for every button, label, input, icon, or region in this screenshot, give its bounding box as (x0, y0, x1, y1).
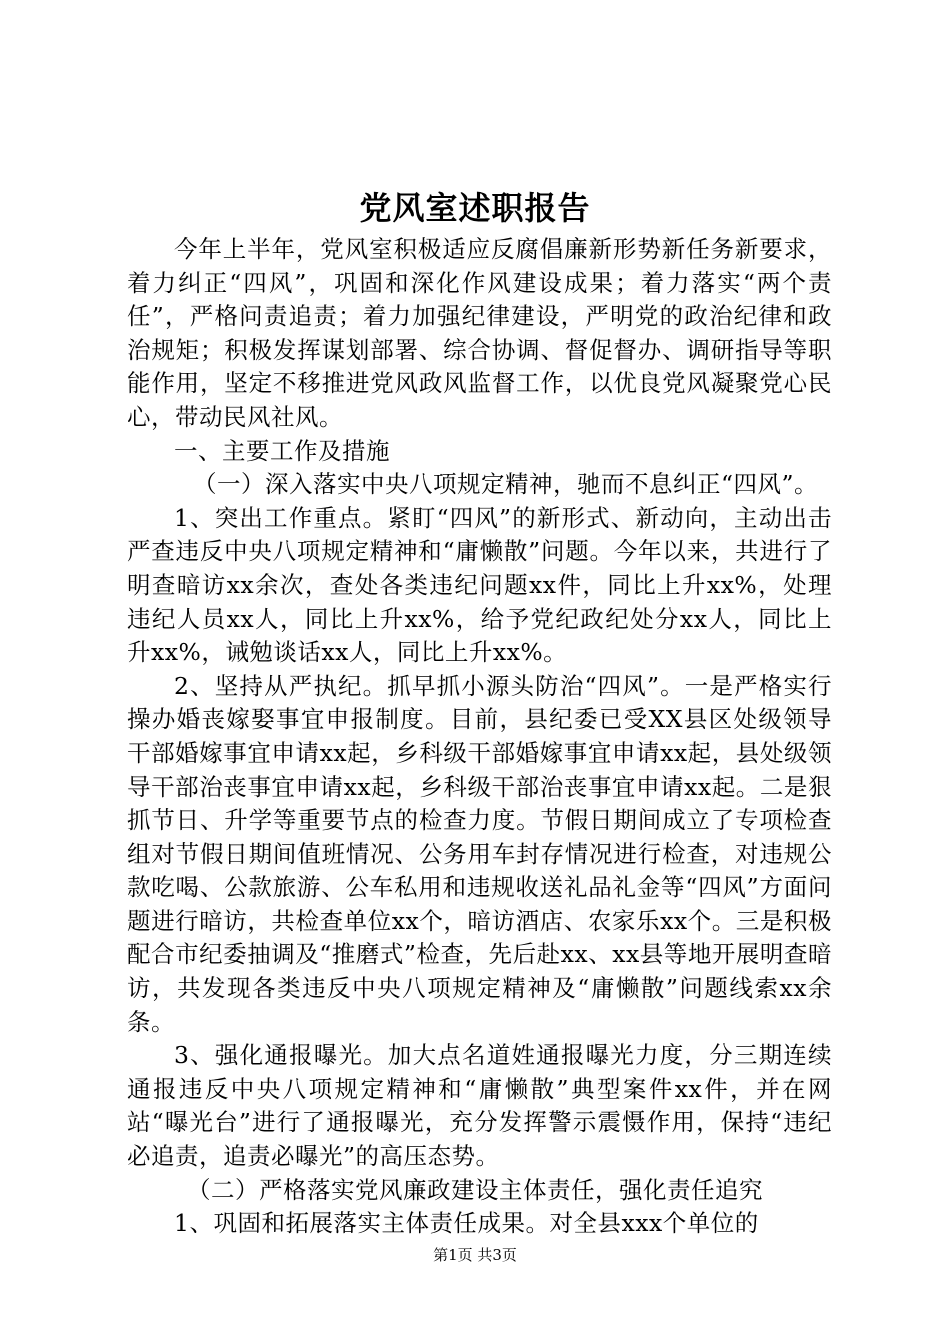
subsection-heading-1: （一）深入落实中央八项规定精神，驰而不息纠正“四风”。 (193, 470, 819, 499)
document-body (127, 233, 832, 1241)
page-number-footer: 第1页 共3页 (433, 1246, 517, 1264)
document-title: 党风室述职报告 (359, 189, 591, 227)
intro-paragraph: 今年上半年，党风室积极适应反腐倡廉新形势新任务新要求，着力纠正“四风”，巩固和深化作风建设成果；着力落实“两个责任”，严格问责追责；着力加强纪律建设，严明党的政治纪律和政治规矩；积极发挥谋划部署、综合协调、督促督办、调研指导等职能作用，坚定不移推进党风政风监督工作，以优良党风凝聚党心民心，带动民风社风。 (127, 235, 832, 431)
subsection-heading-2: （二）严格落实党风廉政建设主体责任，强化责任追究 (187, 1175, 763, 1204)
paragraph-item-4: 1、巩固和拓展落实主体责任成果。对全县xxx个单位的 (174, 1209, 759, 1238)
paragraph-item-1: 1、突出工作重点。紧盯“四风”的新形式、新动向，主动出击严查违反中央八项规定精神和“庸懒散”问题。今年以来，共进行了明查暗访xx余次，查处各类违纪问题xx件，同比上升xx%，处理违纪人员xx人，同比上升xx%，给予党纪政纪处分xx人，同比上升xx%，诫勉谈话xx人，同比上升xx%。 (127, 503, 832, 667)
paragraph-item-2: 2、坚持从严执纪。抓早抓小源头防治“四风”。一是严格实行操办婚丧嫁娶事宜申报制度。目前，县纪委已受XX县区处级领导干部婚嫁事宜申请xx起，乡科级干部婚嫁事宜申请xx起，县处级领导干部治丧事宜申请xx起，乡科级干部治丧事宜申请xx起。二是狠抓节日、升学等重要节点的检查力度。节假日期间成立了专项检查组对节假日期间值班情况、公务用车封存情况进行检查，对违规公款吃喝、公款旅游、公车私用和违规收送礼品礼金等“四风”方面问题进行暗访，共检查单位xx个，暗访酒店、农家乐xx个。三是积极配合市纪委抽调及“推磨式”检查，先后赴xx、xx县等地开展明查暗访，共发现各类违反中央八项规定精神及“庸懒散”问题线索xx余条。 (127, 671, 832, 1036)
section-heading-1: 一、主要工作及措施 (174, 436, 390, 465)
paragraph-item-3: 3、强化通报曝光。加大点名道姓通报曝光力度，分三期连续通报违反中央八项规定精神和“庸懒散”典型案件xx件，并在网站“曝光台”进行了通报曝光，充分发挥警示震慑作用，保持“违纪必追责，追责必曝光”的高压态势。 (127, 1041, 832, 1171)
